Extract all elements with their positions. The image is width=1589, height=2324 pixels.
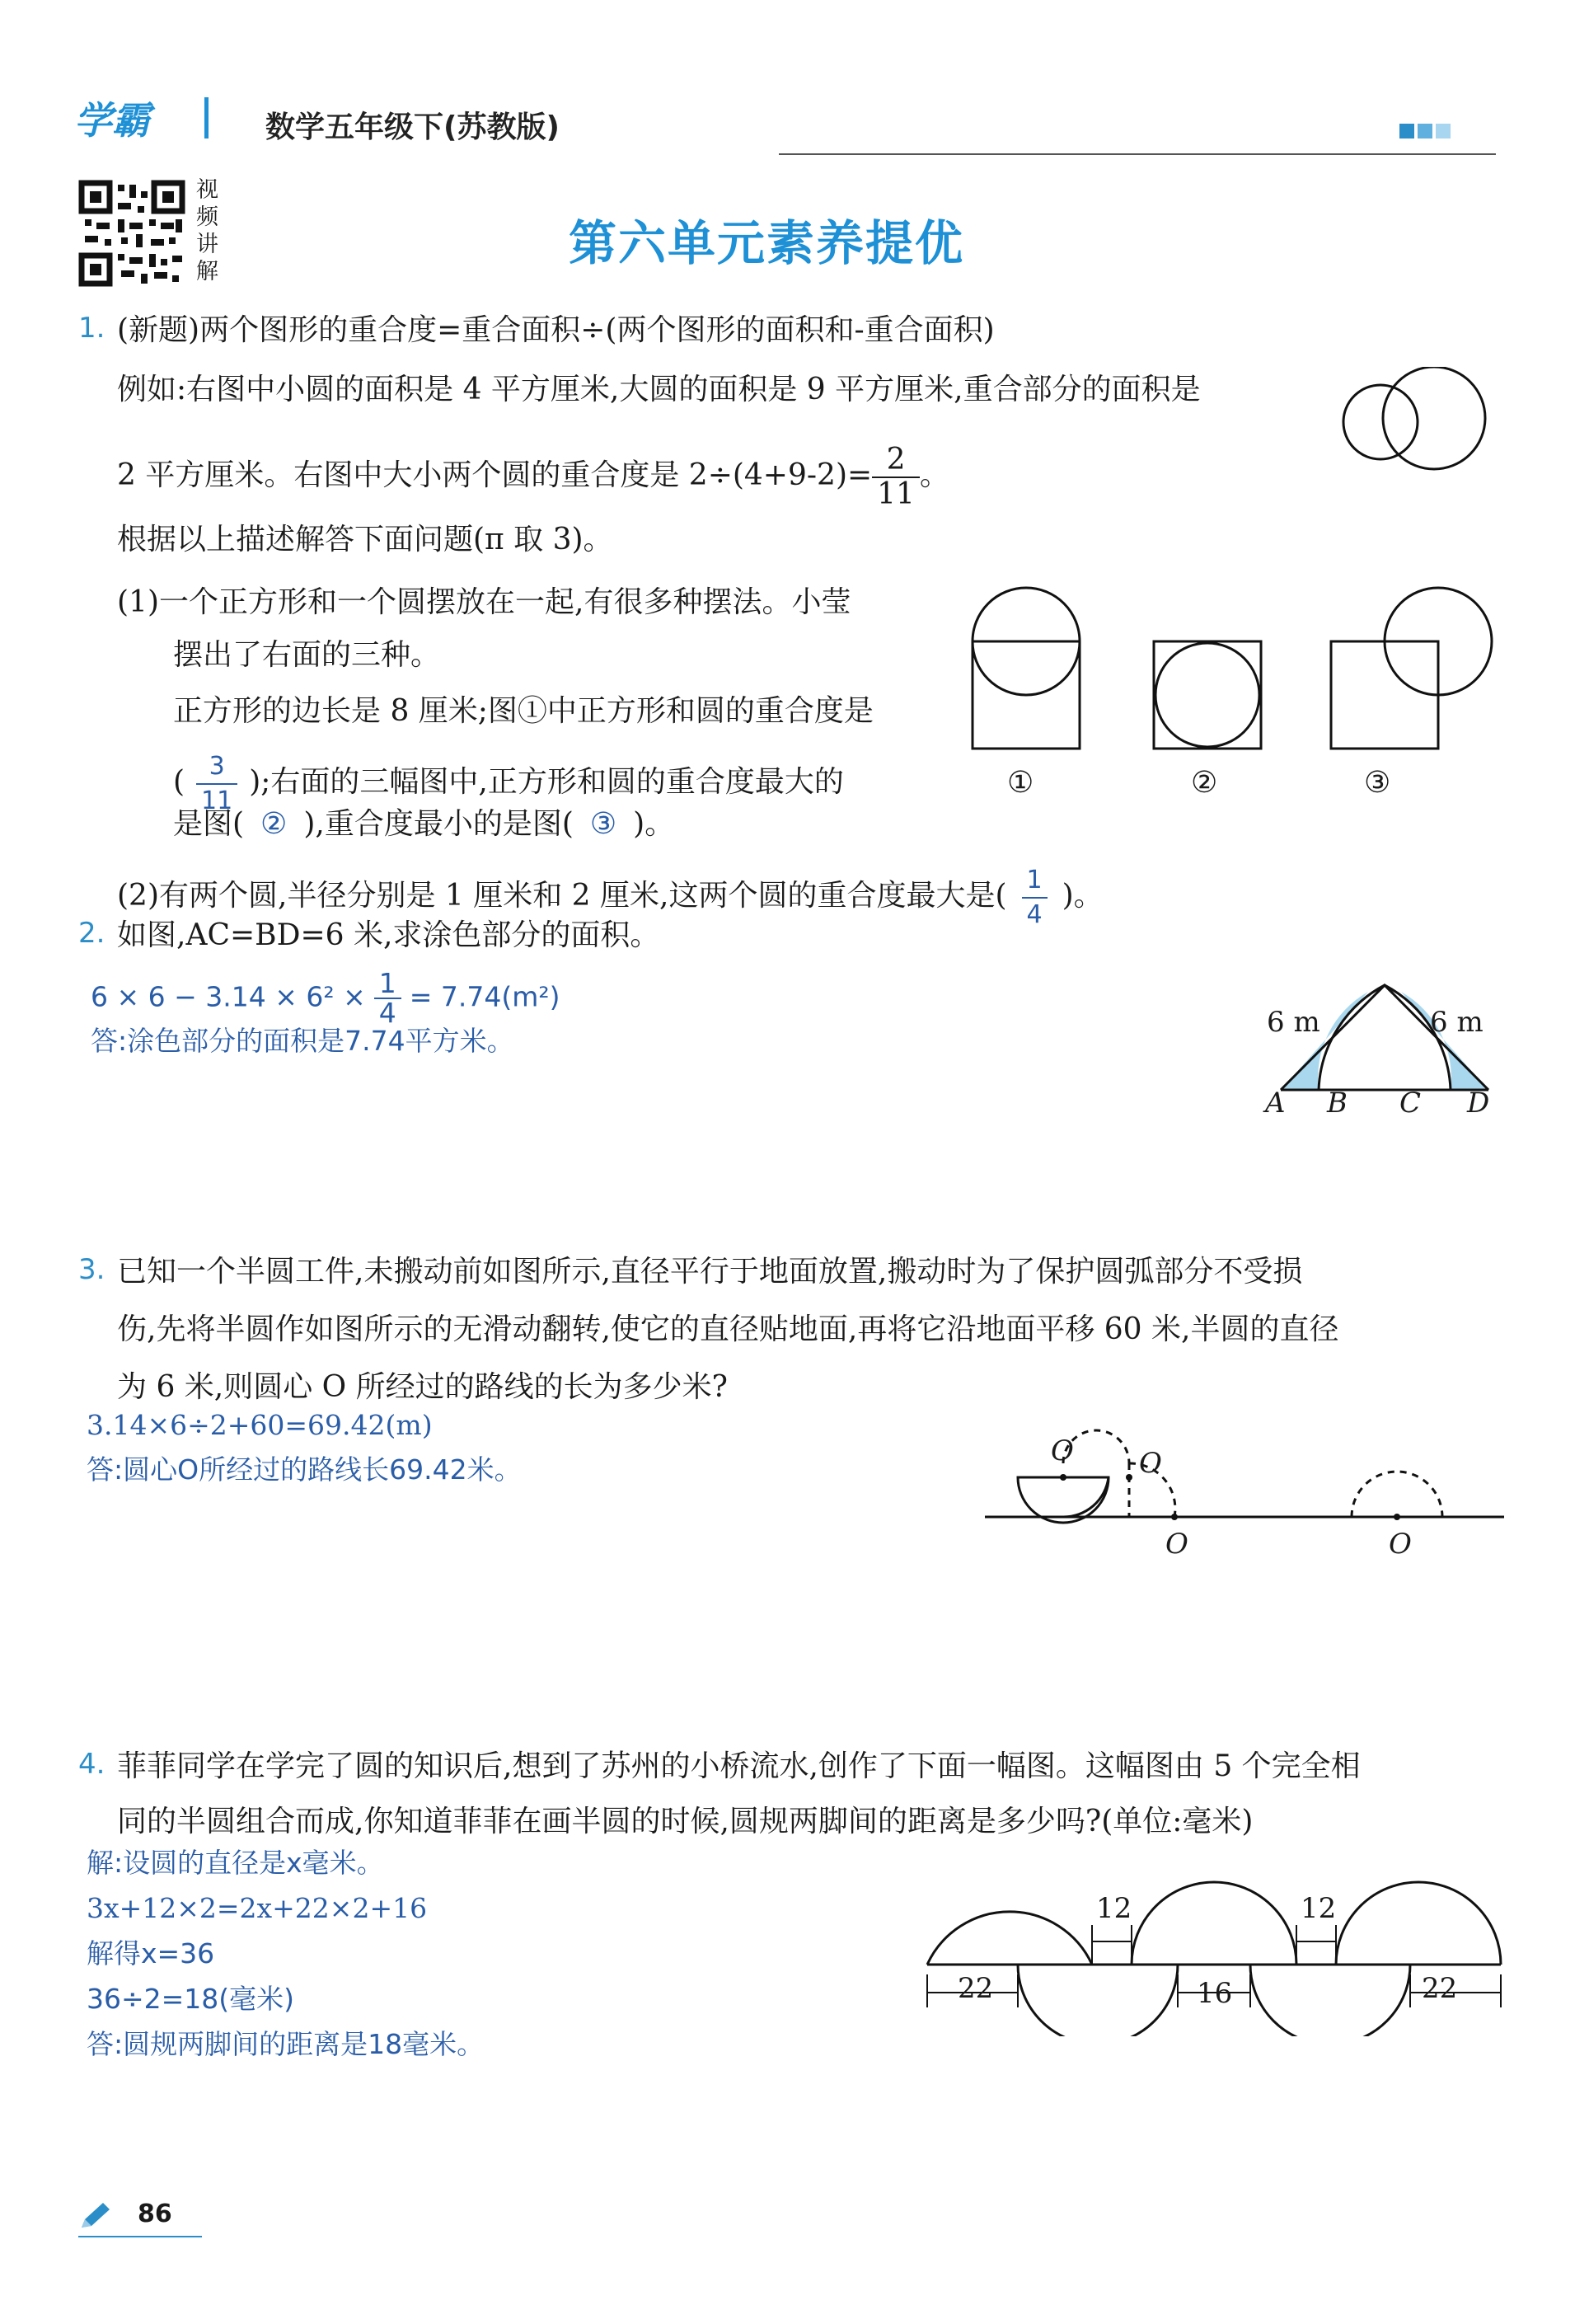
header-rule xyxy=(779,153,1496,155)
figure-label-3: ③ xyxy=(1364,766,1391,800)
qr-label: 视频讲解 xyxy=(196,177,218,284)
q1-p1-line3: 正方形的边长是 8 厘米;图①中正方形和圆的重合度是 xyxy=(173,694,874,728)
q1-p1-line4: ( $\frac{3}{11}$ );右面的三幅图中,正方形和圆的重合度最大的 xyxy=(173,750,844,818)
brand-text: 学霸 xyxy=(74,98,150,143)
q1-example-fraction: $\frac{2}{11}$ xyxy=(872,444,920,511)
q4-number: 4. xyxy=(78,1748,105,1781)
figure-label-2: ② xyxy=(1191,766,1218,800)
q1-p1-line1: (1)一个正方形和一个圆摆放在一起,有很多种摆法。小莹 xyxy=(117,585,851,619)
q3-o-label-4: O xyxy=(1389,1528,1412,1561)
q3-number: 3. xyxy=(78,1253,105,1286)
q1-p1-line2: 摆出了右面的三种。 xyxy=(173,638,441,672)
header xyxy=(74,82,1500,157)
q2-answer-text: 答:涂色部分的面积是7.74平方米。 xyxy=(91,1025,514,1057)
book-title: 数学五年级下(苏教版) xyxy=(265,110,560,144)
q3-o-label-1: O xyxy=(1051,1434,1074,1467)
q1-line2: 例如:右图中小圆的面积是 4 平方厘米,大圆的面积是 9 平方厘米,重合部分的面积是 xyxy=(117,373,1201,406)
q2-answer-expr: 6 × 6 − 3.14 × 6² × $\frac{1}{4}$ = 7.74(m²) xyxy=(91,967,560,1029)
q3-line1: 已知一个半圆工件,未搬动前如图所示,直径平行于地面放置,搬动时为了保护圆弧部分不受损 xyxy=(117,1255,1303,1289)
header-dots xyxy=(1399,124,1451,142)
q4-label-12-right: 12 xyxy=(1301,1892,1337,1925)
q2-point-a: A xyxy=(1265,1087,1286,1120)
q1-line4: 根据以上描述解答下面问题(π 取 3)。 xyxy=(117,523,613,556)
figure-2 xyxy=(1154,641,1261,749)
q3-answer-text: 答:圆心O所经过的路线长69.42米。 xyxy=(87,1453,522,1486)
q3-answer-calc: 3.14×6÷2+60=69.42(m) xyxy=(87,1409,433,1441)
q4-line1: 菲菲同学在学完了圆的知识后,想到了苏州的小桥流水,创作了下面一幅图。这幅图由 5 个完全相 xyxy=(117,1749,1361,1783)
pencil-icon xyxy=(78,2201,115,2231)
overlap-circles-figure xyxy=(1339,367,1496,474)
q2-point-d: D xyxy=(1467,1087,1490,1120)
q4-label-12-left: 12 xyxy=(1096,1892,1132,1925)
q4-label-22-left: 22 xyxy=(958,1972,994,2005)
q1-p1-answer-fraction: $\frac{3}{11}$ xyxy=(196,750,237,818)
q4-solution-line: 解:设圆的直径是x毫米。 xyxy=(87,1847,384,1879)
q1-line1: (新题)两个图形的重合度=重合面积÷(两个图形的面积和-重合面积) xyxy=(117,313,995,347)
q3-line2: 伤,先将半圆作如图所示的无滑动翻转,使它的直径贴地面,再将它沿地面平移 60 米,半圆的直径 xyxy=(117,1312,1339,1346)
q2-number: 2. xyxy=(78,917,105,950)
q3-o-label-2: O xyxy=(1139,1447,1162,1480)
page-title: 第六单元素养提优 xyxy=(569,215,965,271)
figure-label-1: ① xyxy=(1007,766,1034,800)
qr-code[interactable] xyxy=(78,180,185,287)
q1-answer-min: ③ xyxy=(589,807,617,841)
q4-line2: 同的半圆组合而成,你知道菲菲在画半圆的时候,圆规两脚间的距离是多少吗?(单位:毫米) xyxy=(117,1805,1254,1838)
q4-label-16: 16 xyxy=(1197,1977,1233,2010)
q2-left-length: 6 m xyxy=(1267,1006,1320,1039)
q4-solution xyxy=(87,1840,484,2067)
brand-logo xyxy=(74,91,150,145)
q2-right-length: 6 m xyxy=(1430,1006,1484,1039)
q1-p2-answer-fraction: $\frac{1}{4}$ xyxy=(1022,864,1048,932)
small-circle xyxy=(1343,385,1418,459)
q3-line3: 为 6 米,则圆心 O 所经过的路线的长为多少米? xyxy=(117,1370,728,1404)
q2-point-c: C xyxy=(1399,1087,1422,1120)
q4-label-22-right: 22 xyxy=(1422,1972,1458,2005)
figure-1 xyxy=(973,588,1080,749)
q1-line3: 2 平方厘米。右图中大小两个圆的重合度是 2÷(4+9-2)= $\frac{2}{11}$ 。 xyxy=(117,443,949,511)
q1-line3-text: 2 平方厘米。右图中大小两个圆的重合度是 2÷(4+9-2)= xyxy=(117,458,873,492)
figure-3 xyxy=(1331,588,1492,749)
q2-question: 如图,AC=BD=6 米,求涂色部分的面积。 xyxy=(117,918,660,952)
q3-o-label-3: O xyxy=(1165,1528,1188,1561)
q4-solution-line: 解得x=36 xyxy=(87,1937,215,1970)
page-number: 86 xyxy=(138,2200,172,2228)
q4-solution-line: 答:圆规两脚间的距离是18毫米。 xyxy=(87,2028,485,2060)
brand-divider xyxy=(204,97,209,139)
q1-p1-line5: 是图( ② ),重合度最小的是图( ③ )。 xyxy=(173,807,675,841)
q4-solution-line: 36÷2=18(毫米) xyxy=(87,1983,295,2015)
large-circle xyxy=(1383,367,1485,469)
q1-number: 1. xyxy=(78,312,105,345)
q1-p2: (2)有两个圆,半径分别是 1 厘米和 2 厘米,这两个圆的重合度最大是( $\frac{1}{4}$ )。 xyxy=(117,864,1104,932)
q2-answer-fraction: $\frac{1}{4}$ xyxy=(374,970,401,1027)
qr-icon xyxy=(78,180,185,287)
footer xyxy=(78,2193,210,2242)
q2-point-b: B xyxy=(1327,1087,1348,1120)
q1-answer-max: ② xyxy=(260,807,288,841)
footer-rule xyxy=(78,2236,202,2237)
q4-solution-line: 3x+12×2=2x+22×2+16 xyxy=(87,1892,428,1924)
